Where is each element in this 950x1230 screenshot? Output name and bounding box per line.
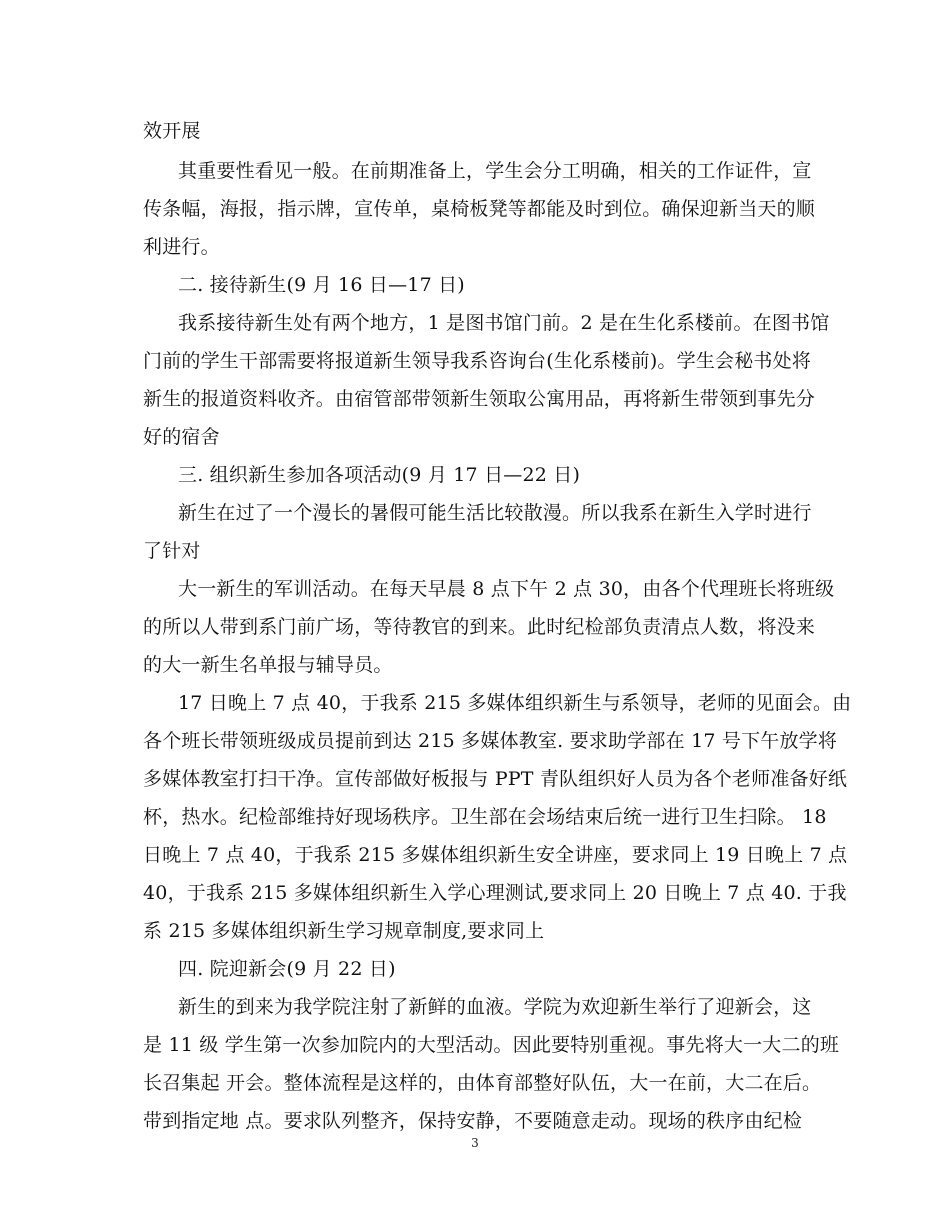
text-line: 我系接待新生处有两个地方，1 是图书馆门前。2 是在生化系楼前。在图书馆	[178, 312, 830, 334]
text-line: 新生在过了一个漫长的暑假可能生活比较散漫。所以我系在新生入学时进行	[178, 502, 812, 524]
text-line: 17 日晚上 7 点 40，于我系 215 多媒体组织新生与系领导，老师的见面会。由	[178, 692, 852, 714]
text-line: 多媒体教室打扫干净。宣传部做好板报与 PPT 青队组织好人员为各个老师准备好纸	[143, 768, 848, 790]
text-line: 带到指定地 点。要求队列整齐，保持安静，不要随意走动。现场的秩序由纪检	[143, 1110, 803, 1132]
text-line: 的所以人带到系门前广场，等待教官的到来。此时纪检部负责清点人数，将没来	[143, 616, 816, 638]
text-line: 日晚上 7 点 40，于我系 215 多媒体组织新生安全讲座，要求同上 19 日晚上 7 点	[143, 844, 848, 866]
page-number: 3	[471, 1136, 479, 1150]
text-line: 好的宿舍	[143, 426, 220, 448]
text-line: 长召集起 开会。整体流程是这样的，由体育部整好队伍，大一在前，大二在后。	[143, 1072, 822, 1094]
section-heading: 二. 接待新生(9 月 16 日—17 日)	[178, 274, 465, 296]
text-line: 是 11 级 学生第一次参加院内的大型活动。因此要特别重视。事先将大一大二的班	[143, 1034, 840, 1056]
text-line: 40，于我系 215 多媒体组织新生入学心理测试,要求同上 20 日晚上 7 点 40. 于我	[143, 882, 847, 904]
text-line: 新生的报道资料收齐。由宿管部带领新生领取公寓用品，再将新生带领到事先分	[143, 388, 816, 410]
text-line: 各个班长带领班级成员提前到达 215 多媒体教室. 要求助学部在 17 号下午放学将	[143, 730, 838, 752]
text-line: 了针对	[143, 540, 201, 562]
text-line: 大一新生的军训活动。在每天早晨 8 点下午 2 点 30，由各个代理班长将班级	[178, 578, 835, 600]
section-heading: 三. 组织新生参加各项活动(9 月 17 日—22 日)	[178, 464, 581, 486]
text-line: 门前的学生干部需要将报道新生领导我系咨询台(生化系楼前)。学生会秘书处将	[143, 350, 812, 372]
text-line: 杯，热水。纪检部维持好现场秩序。卫生部在会场结束后统一进行卫生扫除。 18	[143, 806, 827, 828]
text-line: 利进行。	[143, 236, 220, 258]
text-line: 的大一新生名单报与辅导员。	[143, 654, 393, 676]
text-line: 效开展	[143, 120, 201, 142]
text-line: 系 215 多媒体组织新生学习规章制度,要求同上	[143, 920, 545, 942]
text-line: 传条幅，海报，指示牌，宣传单，桌椅板凳等都能及时到位。确保迎新当天的顺	[143, 198, 816, 220]
text-line: 新生的到来为我学院注射了新鲜的血液。学院为欢迎新生举行了迎新会，这	[178, 996, 812, 1018]
section-heading: 四. 院迎新会(9 月 22 日)	[178, 958, 396, 980]
text-line: 其重要性看见一般。在前期准备上，学生会分工明确，相关的工作证件，宣	[178, 160, 812, 182]
